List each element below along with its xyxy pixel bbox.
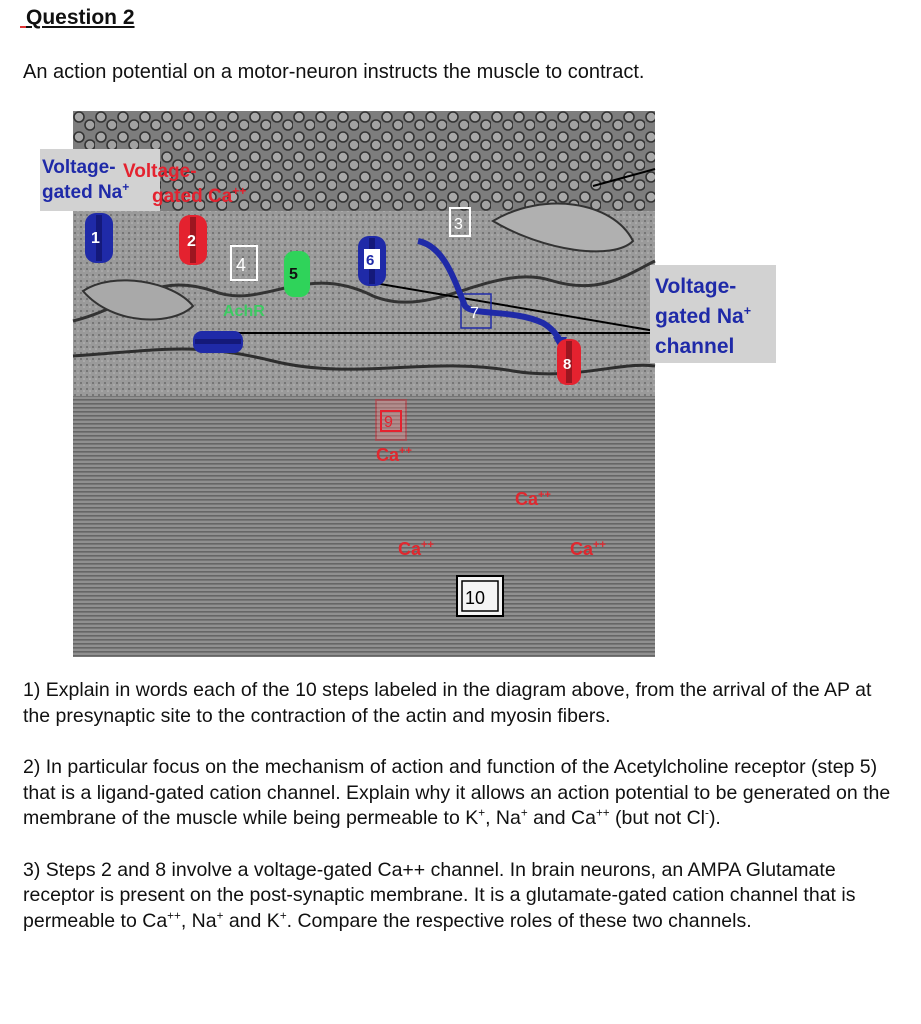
step-number-4: 4: [236, 255, 247, 275]
step-9-box: [376, 400, 406, 440]
question-1: 1) Explain in words each of the 10 steps labeled in the diagram above, from the arrival of the AP at the presynaptic site to the contraction of the actin and myosin fibers.: [23, 679, 872, 727]
heading-marker: [20, 26, 26, 28]
channel-2: [179, 215, 207, 265]
step-number-7: 7: [470, 305, 479, 322]
step-number-10: 10: [465, 588, 486, 608]
right-label-line-1: Voltage-: [655, 275, 737, 298]
ca-ion-label: Ca++: [515, 489, 551, 509]
questions-block: [23, 678, 903, 960]
channel-voltage-gated-na-horizontal: [193, 331, 243, 353]
achr-label: AchR: [223, 303, 265, 320]
step-number-2: 2: [187, 233, 196, 250]
step-number-6: 6: [366, 252, 375, 269]
label-voltage-na-2: gated Na+: [42, 180, 130, 203]
channel-8: [557, 339, 581, 385]
ca-ion-label: Ca++: [570, 539, 606, 559]
question-2: 2) In particular focus on the mechanism of action and function of the Acetylcholine receptor (step 5) that is a ligand-gated cation channel. Explain why it allows an action potential to be generated on the membrane of the muscle while being permeable to K+, Na+ and Ca++ (but not Cl-).: [23, 756, 891, 829]
synapse-micrograph-figure: [42, 111, 655, 657]
label-voltage-ca-1: Voltage-: [123, 161, 197, 182]
step-number-3: 3: [454, 216, 463, 233]
channel-6: [358, 236, 386, 286]
step-number-8: 8: [563, 356, 572, 373]
label-voltage-na-1: Voltage-: [42, 157, 116, 178]
ca-ion-label: Ca++: [398, 539, 434, 559]
right-label-line-2: gated Na+: [655, 304, 752, 328]
label-voltage-gated-na-channel: [655, 272, 751, 362]
right-label-line-3: channel: [655, 335, 735, 358]
step-number-9: 9: [384, 414, 393, 431]
intro-text: An action potential on a motor-neuron instructs the muscle to contract.: [23, 61, 645, 83]
step-number-5: 5: [289, 266, 298, 283]
ca-ion-label: Ca++: [376, 445, 412, 465]
question-3: 3) Steps 2 and 8 involve a voltage-gated Ca++ channel. In brain neurons, an AMPA Glutamate receptor is present on the post-synaptic membrane. It is a glutamate-gated cation channel that is permeable to Ca++, Na+ and K+. Compare the respective roles of these two channels.: [23, 858, 856, 932]
channel-1: [85, 213, 113, 263]
label-voltage-ca-2: gated Ca++: [152, 184, 247, 207]
question-heading: Question 2: [26, 6, 135, 29]
step-10-box: [457, 576, 503, 616]
step-number-1: 1: [91, 230, 100, 247]
